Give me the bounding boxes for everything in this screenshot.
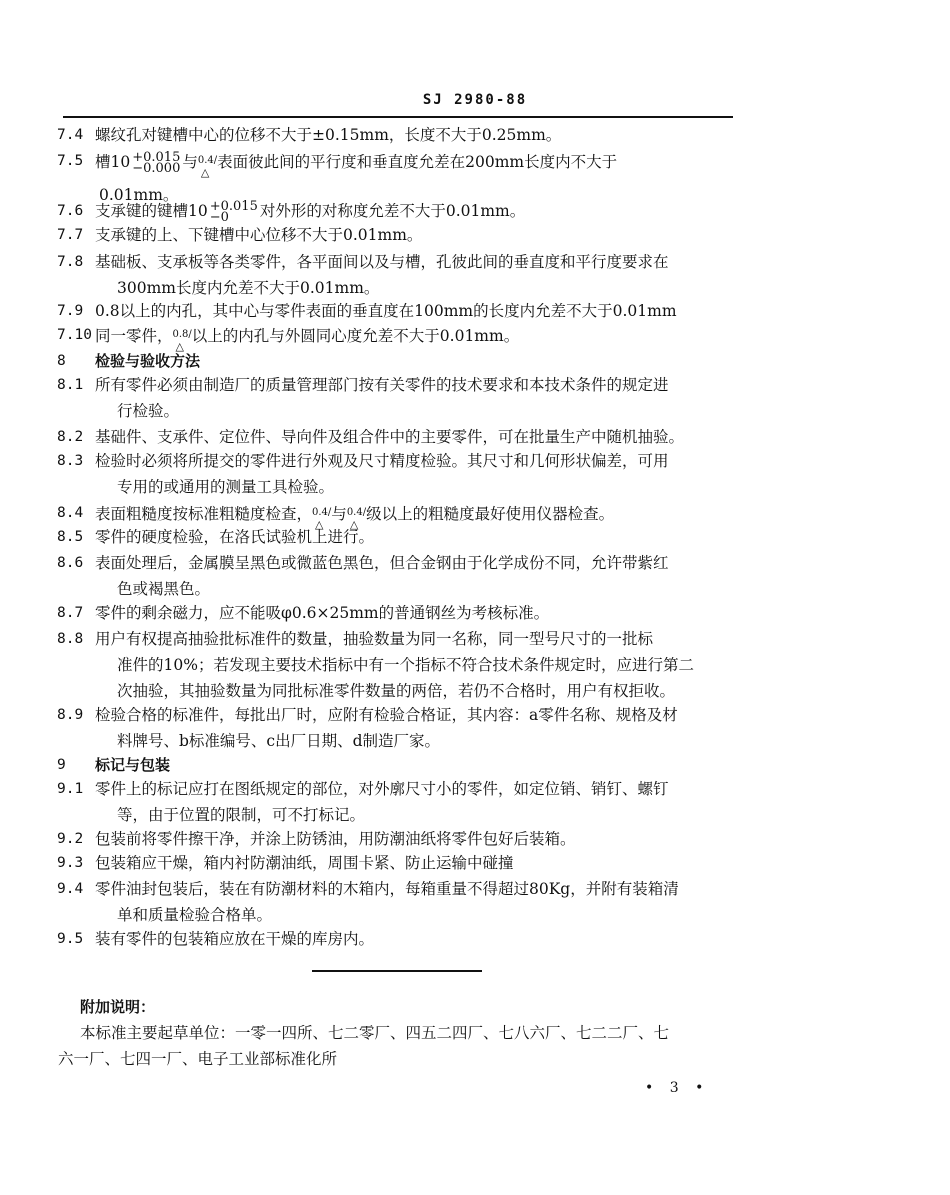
- clause-text-continued: 色或褐黑色。: [117, 580, 211, 598]
- clause-number: 9.1: [57, 781, 84, 797]
- clause-number: 8.5: [57, 529, 84, 545]
- clause-number: 8.6: [57, 555, 84, 571]
- section-number: 9: [57, 757, 66, 773]
- clause-number: 7.10: [57, 327, 92, 343]
- clause-8-4: 8.4 表面粗糙度按标准粗糙度检查，0.4/ △ 与0.4/ △ 级以上的粗糙度最好使用仪器检查。: [57, 500, 737, 534]
- clause-7-8: [57, 249, 737, 301]
- clause-text-continued: 等，由于位置的限制，可不打标记。: [117, 806, 366, 824]
- clause-number: 8.3: [57, 453, 84, 469]
- clause-text: 装有零件的包装箱应放在干燥的库房内。: [95, 930, 375, 948]
- clause-9-3: [57, 850, 737, 876]
- clause-text: 包装前将零件擦干净，并涂上防锈油，用防潮油纸将零件包好后装箱。: [95, 830, 576, 848]
- clause-number: 9.2: [57, 831, 84, 847]
- clause-text: 零件上的标记应打在图纸规定的部位，对外廓尺寸小的零件，如定位销、销钉、螺钉: [95, 780, 669, 798]
- clause-7-4: [57, 122, 737, 148]
- clause-text: 基础板、支承板等各类零件，各平面间以及与槽，孔彼此间的垂直度和平行度要求在: [95, 253, 669, 271]
- clause-7-7: [57, 222, 737, 248]
- clause-number: 9.5: [57, 931, 84, 947]
- clause-text: 槽10: [95, 153, 131, 171]
- clause-7-10: 7.10 同一零件，0.8/ △ 以上的内孔与外圆同心度允差不大于0.01mm。: [57, 322, 737, 356]
- roughness-symbol: 0.4/ △: [346, 507, 367, 531]
- clause-7-5: 7.5 槽10 +0.015 −0.000 与0.4/ △ 表面彼此间的平行度和垂直度允差在200mm长度内不大于 0.01mm。: [57, 148, 737, 208]
- clause-text: 包装箱应干燥，箱内衬防潮油纸，周围卡紧、防止运输中碰撞: [95, 854, 514, 872]
- clause-number: 7.4: [57, 127, 84, 143]
- clause-text-continued: 单和质量检验合格单。: [117, 906, 273, 924]
- clause-8-6: [57, 550, 737, 602]
- note-body: [58, 1020, 728, 1072]
- clause-text-continued: 0.01mm。: [99, 186, 179, 204]
- clause-9-4: [57, 876, 737, 928]
- document-code-header: SJ 2980-88: [422, 92, 528, 108]
- section-separator: [312, 970, 482, 972]
- clause-number: 7.6: [57, 203, 84, 219]
- clause-text-continued: 专用的或通用的测量工具检验。: [117, 478, 335, 496]
- clause-9-5: [57, 926, 737, 952]
- clause-8-5: [57, 524, 737, 550]
- roughness-symbol: 0.8/ △: [172, 329, 192, 353]
- header-rule: [63, 116, 733, 118]
- clause-number: 8.9: [57, 707, 84, 723]
- clause-number: 7.7: [57, 227, 84, 243]
- clause-text: 检验合格的标准件，每批出厂时，应附有检验合格证，其内容：a零件名称、规格及材: [95, 706, 678, 724]
- clause-8-9: [57, 702, 737, 754]
- section-8: [57, 348, 737, 374]
- section-number: 8: [57, 353, 66, 369]
- page-number: • 3 •: [645, 1080, 710, 1096]
- clause-8-1: [57, 372, 737, 424]
- clause-number: 7.9: [57, 303, 84, 319]
- clause-number: 8.4: [57, 505, 84, 521]
- clause-text: 同一零件，: [95, 327, 173, 345]
- roughness-symbol: 0.4/ △: [312, 507, 332, 531]
- clause-text-continued: 行检验。: [117, 402, 180, 420]
- clause-text: 检验时必须将所提交的零件进行外观及尺寸精度检验。其尺寸和几何形状偏差，可用: [95, 452, 669, 470]
- clause-text-continued: 300mm长度内允差不大于0.01mm。: [117, 279, 380, 297]
- clause-8-7: [57, 600, 737, 626]
- clause-text: 所有零件必须由制造厂的质量管理部门按有关零件的技术要求和本技术条件的规定进: [95, 376, 669, 394]
- clause-text-continued: 准件的10%；若发现主要技术指标中有一个指标不符合技术条件规定时，应进行第二: [117, 656, 694, 674]
- clause-8-2: [57, 424, 737, 450]
- clause-text: 基础件、支承件、定位件、导向件及组合件中的主要零件，可在批量生产中随机抽验。: [95, 428, 685, 446]
- clause-7-9: [57, 298, 737, 324]
- clause-9-2: [57, 826, 737, 852]
- clause-number: 7.8: [57, 254, 84, 270]
- clause-number: 8.7: [57, 605, 84, 621]
- section-title: 检验与验收方法: [95, 352, 201, 370]
- clause-text-continued: 料牌号、b标准编号、c出厂日期、d制造厂家。: [117, 732, 441, 750]
- clause-8-3: [57, 448, 737, 500]
- clause-7-6: 7.6 支承键的键槽10 +0.015 −0 对外形的对称度允差不大于0.01mm。: [57, 199, 526, 225]
- clause-number: 8.1: [57, 377, 84, 393]
- clause-number: 9.4: [57, 881, 84, 897]
- clause-number: 8.2: [57, 429, 84, 445]
- note-line: 本标准主要起草单位：一零一四所、七二零厂、四五二四厂、七八六厂、七二二厂、七: [80, 1024, 670, 1042]
- section-9: [57, 752, 737, 778]
- roughness-symbol: 0.4/ △: [197, 155, 218, 179]
- clause-text: 支承键的上、下键槽中心位移不大于0.01mm。: [95, 226, 423, 244]
- note-line: 六一厂、七四一厂、电子工业部标准化所: [58, 1050, 338, 1068]
- clause-text: 支承键的键槽10: [95, 202, 208, 220]
- clause-text: 用户有权提高抽验批标准件的数量，抽验数量为同一名称，同一型号尺寸的一批标: [95, 630, 654, 648]
- clause-number: 8.8: [57, 631, 84, 647]
- note-title: 附加说明：: [80, 998, 156, 1016]
- clause-9-1: [57, 776, 737, 828]
- clause-number: 7.5: [57, 153, 84, 169]
- clause-text: 表面粗糙度按标准粗糙度检查，: [95, 505, 313, 523]
- clause-text: 螺纹孔对键槽中心的位移不大于±0.15mm，长度不大于0.25mm。: [95, 126, 562, 144]
- clause-text-continued: 次抽验，其抽验数量为同批标准零件数量的两倍，若仍不合格时，用户有权拒收。: [117, 682, 676, 700]
- clause-text: 零件油封包装后，装在有防潮材料的木箱内，每箱重量不得超过80Kg，并附有装箱清: [95, 880, 679, 898]
- tolerance-stack: +0.015 −0.000: [132, 150, 181, 176]
- clause-number: 9.3: [57, 855, 84, 871]
- section-title: 标记与包装: [95, 756, 171, 774]
- clause-text: 0.8以上的内孔，其中心与零件表面的垂直度在100mm的长度内允差不大于0.01mm: [95, 302, 677, 320]
- clause-8-8: [57, 626, 737, 704]
- tolerance-stack: +0.015 −0: [209, 199, 258, 225]
- clause-text: 零件的剩余磁力，应不能吸φ0.6×25mm的普通钢丝为考核标准。: [95, 604, 550, 622]
- clause-text: 零件的硬度检验，在洛氏试验机上进行。: [95, 528, 375, 546]
- clause-text: 表面处理后，金属膜呈黑色或微蓝色黑色，但合金钢由于化学成份不同，允许带紫红: [95, 554, 669, 572]
